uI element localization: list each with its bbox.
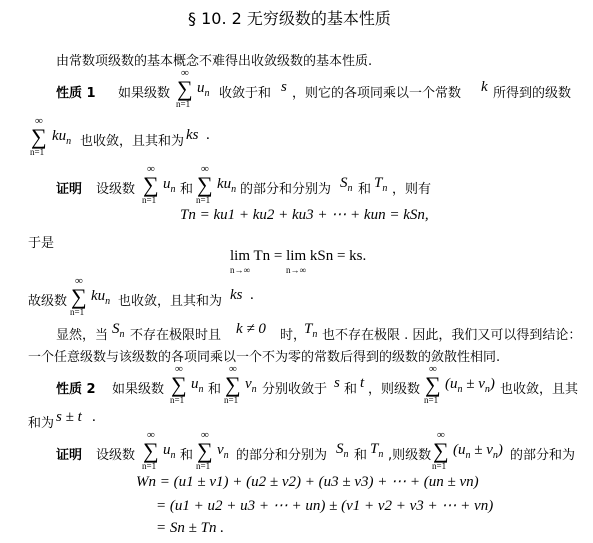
proof2-text-e: ,则级数 [388, 448, 432, 463]
prop2-text-d: 和 [344, 382, 358, 397]
proof1-kun-2: $ku_n$ [91, 288, 111, 307]
proof1-limit: lim Tn = lim kSn = ks. [230, 248, 367, 264]
proof1-text-e: ，则有 [392, 182, 432, 197]
proof2-text-c: 的部分和分别为 [236, 448, 328, 463]
prop2-text-b: 和 [208, 382, 222, 397]
proof2-un: $u_n$ [163, 442, 176, 461]
remark-line2: 一个任意级数与该级数的各项同乘以一个不为零的常数后得到的级数的敛散性相同. [28, 350, 501, 365]
proof1-yushi: 于是 [28, 236, 55, 251]
prop2-vn: $v_n$ [245, 376, 257, 395]
sum-symbol: ∞ ∑ n=1 [432, 429, 449, 471]
proof1-period: . [250, 287, 254, 303]
proof1-text-c: 的部分和分别为 [240, 182, 332, 197]
prop2-text-a: 如果级数 [112, 382, 165, 397]
proof2-text-d: 和 [354, 448, 368, 463]
proof1-kun: $ku_n$ [217, 176, 237, 195]
sum-symbol: ∞ ∑ n=1 [142, 163, 159, 205]
prop1-k: k [481, 79, 488, 95]
prop1-period: . [206, 127, 210, 143]
proof1-text-a: 设级数 [96, 182, 136, 197]
sum-symbol: ∞ ∑ n=1 [424, 363, 441, 405]
proof1-lim-sub-2: n→∞ [286, 265, 306, 275]
proof2-eq-line1: Wn = (u1 ± v1) + (u2 ± v2) + (u3 ± v3) + ⋯ + (un ± vn) [136, 474, 479, 490]
sum-symbol: ∞ ∑ n=1 [170, 363, 187, 405]
prop2-label: 性质 2 [56, 382, 96, 397]
proof1-conclude-b: 也收敛，且其和为 [118, 294, 223, 309]
prop1-label: 性质 1 [56, 86, 96, 101]
remark-k-ne-0: k ≠ 0 [236, 321, 266, 337]
sum-symbol: ∞ ∑ n=1 [196, 163, 213, 205]
proof1-text-d: 和 [358, 182, 372, 197]
proof2-Sn: $S_n$ [336, 441, 349, 460]
sum-symbol: ∞ ∑ n=1 [224, 363, 241, 405]
remark-line1-d: 也不存在极限 . 因此，我们又可以得到结论： [322, 328, 582, 343]
proof1-Tn: $T_n$ [374, 175, 388, 194]
remark-Tn: $T_n$ [304, 321, 318, 340]
section-title: § 10. 2 无穷级数的基本性质 [188, 9, 391, 28]
proof2-unvn: $(u_n \pm v_n)$ [453, 442, 503, 461]
remark-Sn: $S_n$ [112, 321, 125, 340]
remark-line1-b: 不存在极限时且 [130, 328, 222, 343]
proof1-label: 证明 [56, 182, 83, 197]
prop2-text-f: 也收敛，且其 [500, 382, 579, 397]
prop2-un: $u_n$ [191, 376, 204, 395]
sum-symbol: ∞ ∑ n=1 [70, 275, 87, 317]
prop1-ks: ks [186, 127, 199, 143]
prop2-text-c: 分别收敛于 [262, 382, 328, 397]
proof1-conclude-a: 故级数 [28, 294, 68, 309]
sum-symbol: ∞ ∑ n=1 [142, 429, 159, 471]
prop1-text-a: 如果级数 [118, 86, 171, 101]
proof2-label: 证明 [56, 448, 83, 463]
prop1-text-e: 也收敛，且其和为 [80, 134, 185, 149]
prop2-t: t [360, 375, 365, 391]
intro-text: 由常数项级数的基本概念不难得出收敛级数的基本性质. [56, 54, 373, 69]
remark-line1-c: 时， [280, 328, 307, 343]
prop1-s: s [281, 79, 287, 95]
sum-symbol: ∞ ∑ n=1 [176, 67, 193, 109]
proof1-equation: Tn = ku1 + ku2 + ku3 + ⋯ + kun = kSn, [180, 207, 429, 223]
proof2-eq-line2: = (u1 + u2 + u3 + ⋯ + un) ± (v1 + v2 + v3 + ⋯ + vn) [156, 498, 494, 514]
proof2-vn: $v_n$ [217, 442, 229, 461]
prop1-text-c: ，则它的各项同乘以一个常数 [292, 86, 462, 101]
proof2-eq-line3: = Sn ± Tn . [156, 520, 224, 536]
proof1-text-b: 和 [180, 182, 194, 197]
prop1-kun: $ku_n$ [52, 128, 72, 147]
prop1-text-d: 所得到的级数 [493, 86, 572, 101]
prop2-text-e: ，则级数 [368, 382, 421, 397]
prop2-s-pm-t: s ± t [56, 409, 82, 425]
proof1-un: $u_n$ [163, 176, 176, 195]
prop1-text-b: 收敛于和 [219, 86, 272, 101]
proof1-lim-sub-1: n→∞ [230, 265, 250, 275]
sum-symbol: ∞ ∑ n=1 [196, 429, 213, 471]
prop2-s: s [334, 375, 340, 391]
sum-symbol: ∞ ∑ n=1 [30, 115, 47, 157]
prop2-line2-a: 和为 [28, 416, 55, 431]
proof1-ks: ks [230, 287, 243, 303]
proof2-Tn: $T_n$ [370, 441, 384, 460]
proof1-Sn: $S_n$ [340, 175, 353, 194]
remark-line1-a: 显然，当 [56, 328, 109, 343]
proof2-text-f: 的部分和为 [510, 448, 576, 463]
prop1-un: $u_n$ [197, 80, 210, 99]
prop2-period: . [92, 409, 96, 425]
proof2-text-a: 设级数 [96, 448, 136, 463]
proof2-text-b: 和 [180, 448, 194, 463]
prop2-unvn: $(u_n \pm v_n)$ [445, 376, 495, 395]
